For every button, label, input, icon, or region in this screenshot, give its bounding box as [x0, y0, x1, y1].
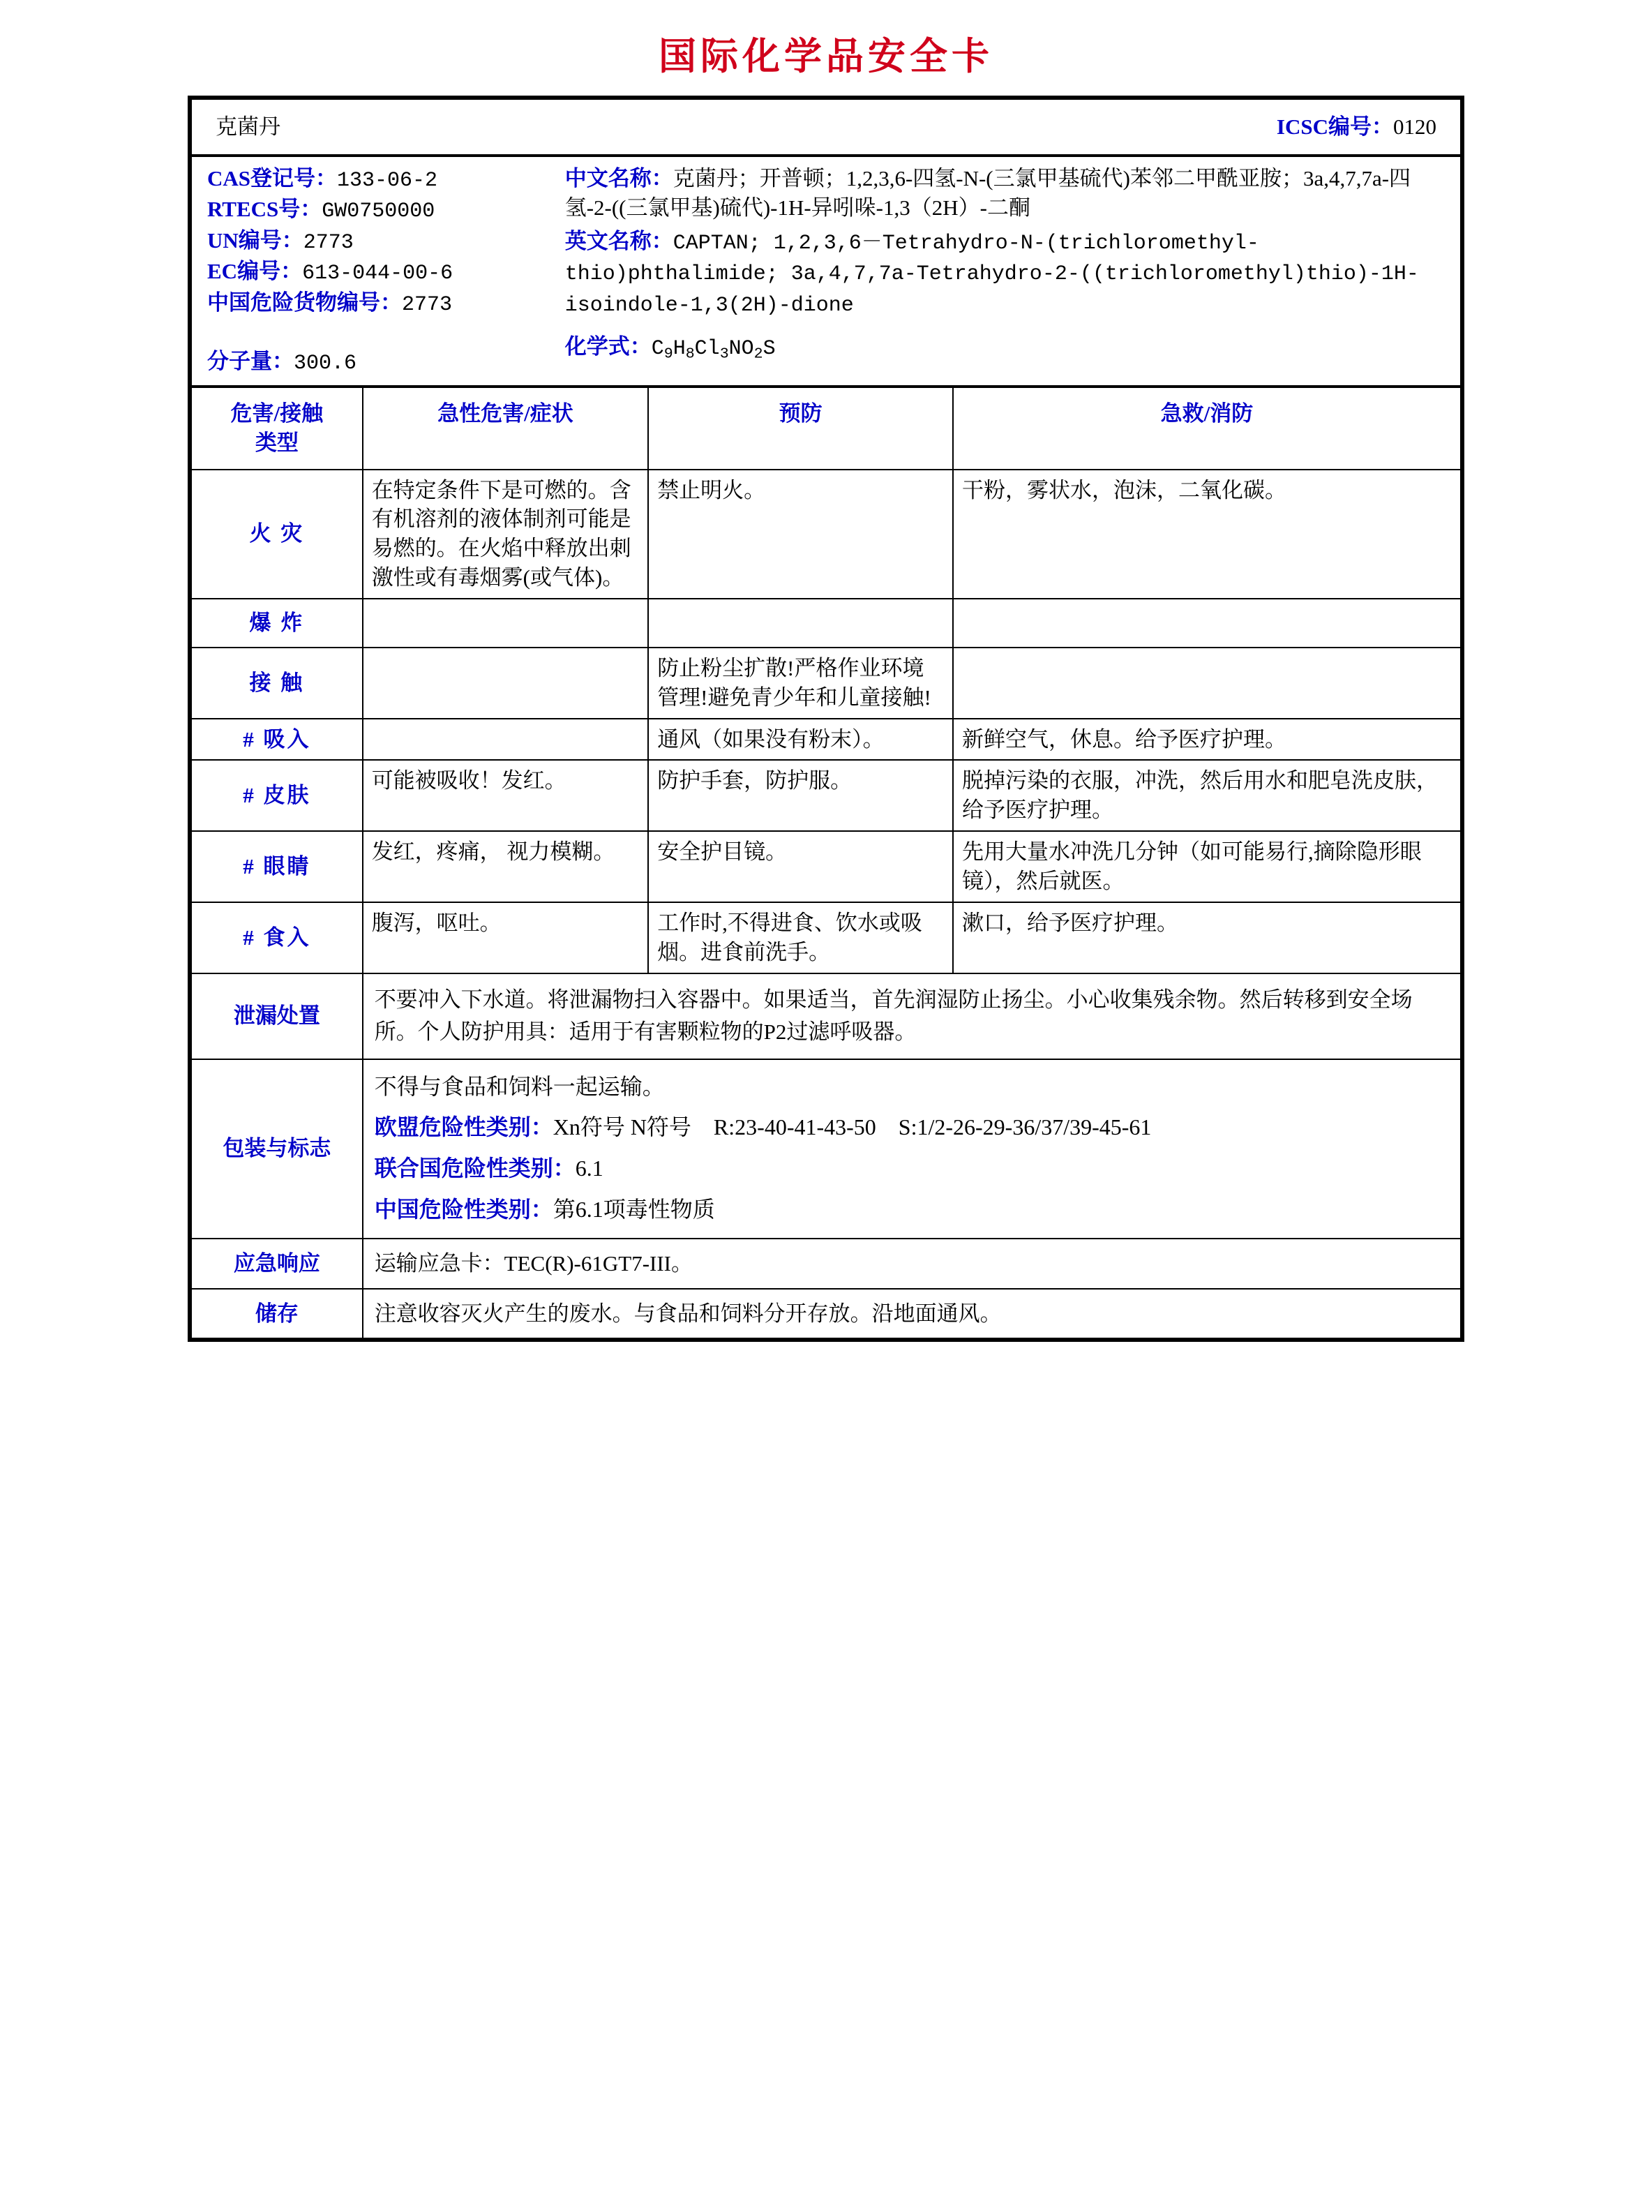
table-row	[191, 760, 1461, 831]
chinese-name-value: 克菌丹；开普顿；1,2,3,6-四氢-N-(三氯甲基硫代)苯邻二甲酰亚胺；3a,4,7,7a-四氢-2-((三氯甲基)硫代)-1H-异吲哚-1,3（2H）-二酮	[564, 165, 1411, 220]
rtecs-label: RTECS号：	[207, 197, 322, 222]
hazard-table	[190, 387, 1462, 1340]
rtecs-value: GW0750000	[322, 200, 435, 224]
un-value: 2773	[303, 230, 354, 255]
formula-row	[565, 332, 1450, 365]
english-name-label: 英文名称：	[564, 228, 673, 253]
safety-card	[188, 96, 1464, 1342]
cell-explosion-prevention	[648, 599, 953, 648]
cell-exposure-firstaid	[953, 648, 1461, 719]
page-title: 国际化学品安全卡	[659, 34, 993, 78]
cell-skin-firstaid: 脱掉污染的衣服，冲洗，然后用水和肥皂洗皮肤，给予医疗护理。	[953, 760, 1461, 831]
row-label-spill: 泄漏处置	[191, 973, 363, 1059]
table-row	[191, 648, 1461, 719]
row-label-emergency: 应急响应	[191, 1239, 363, 1289]
ec-value: 613-044-00-6	[302, 262, 453, 286]
cn-dangerous-goods-label: 中国危险货物编号：	[207, 290, 402, 315]
packaging-eu-row	[375, 1112, 1449, 1143]
formula-value: $C_9H_8Cl_3NO_2S$	[651, 337, 776, 363]
row-label-skin: # 皮肤	[191, 760, 363, 831]
cn-dangerous-goods-value: 2773	[402, 292, 453, 317]
eu-class-label: 欧盟危险性类别：	[374, 1114, 553, 1140]
molecular-weight-row	[207, 347, 551, 378]
identity-table	[190, 156, 1462, 387]
table-row	[191, 719, 1461, 761]
molecular-weight-label: 分子量：	[207, 349, 294, 374]
cn-dangerous-goods-row	[207, 288, 551, 320]
ec-row	[207, 257, 551, 288]
row-label-fire: 火 灾	[191, 470, 363, 599]
packaging-cn-row	[375, 1194, 1449, 1225]
chinese-name-label: 中文名称：	[564, 165, 673, 190]
cell-skin-prevention: 防护手套，防护服。	[648, 760, 953, 831]
packaging-line1: 不得与食品和饲料一起运输。	[374, 1073, 665, 1099]
cell-ingestion-firstaid: 漱口，给予医疗护理。	[953, 902, 1461, 973]
cell-fire-symptoms: 在特定条件下是可燃的。含有机溶剂的液体制剂可能是易燃的。在火焰中释放出刺激性或有毒烟雾(或气体)。	[363, 470, 649, 599]
cell-skin-symptoms: 可能被吸收！发红。	[363, 760, 649, 831]
rtecs-row	[207, 195, 551, 226]
row-label-explosion: 爆 炸	[191, 599, 363, 648]
cell-ingestion-symptoms: 腹泻，呕吐。	[363, 902, 649, 973]
icsc-value: 0120	[1393, 114, 1436, 139]
ec-label: EC编号：	[207, 259, 303, 284]
row-label-ingestion: # 食入	[191, 902, 363, 973]
table-row	[191, 470, 1461, 599]
cell-fire-firstaid: 干粉，雾状水，泡沫，二氧化碳。	[953, 470, 1461, 599]
un-row	[207, 226, 551, 257]
cell-eyes-symptoms: 发红，疼痛， 视力模糊。	[363, 831, 649, 902]
un-label: UN编号：	[207, 227, 303, 253]
column-header-prevention: 预防	[648, 387, 953, 470]
column-header-hazard-type-line1: 危害/接触	[230, 401, 324, 426]
table-row	[191, 902, 1461, 973]
column-header-firstaid: 急救/消防	[953, 387, 1461, 470]
english-name-row	[565, 227, 1450, 320]
cell-explosion-firstaid	[953, 599, 1461, 648]
cell-fire-prevention: 禁止明火。	[648, 470, 953, 599]
row-label-packaging: 包装与标志	[191, 1059, 363, 1239]
storage-row	[191, 1289, 1461, 1339]
cell-ingestion-prevention: 工作时,不得进食、饮水或吸烟。进食前洗手。	[648, 902, 953, 973]
identity-right-column	[561, 156, 1461, 386]
table-row	[191, 599, 1461, 648]
identity-left-column	[191, 156, 561, 386]
molecular-weight-value: 300.6	[294, 352, 357, 376]
packaging-un-row	[375, 1153, 1449, 1184]
cell-packaging-text	[363, 1059, 1461, 1239]
cas-row	[207, 164, 551, 195]
hazard-table-header-row	[191, 387, 1461, 470]
formula-label: 化学式：	[564, 334, 652, 359]
cell-eyes-firstaid: 先用大量水冲洗几分钟（如可能易行,摘除隐形眼镜），然后就医。	[953, 831, 1461, 902]
cell-inhalation-symptoms	[363, 719, 649, 761]
packaging-row	[191, 1059, 1461, 1239]
column-header-symptoms: 急性危害/症状	[363, 387, 649, 470]
row-label-eyes: # 眼睛	[191, 831, 363, 902]
emergency-row	[191, 1239, 1461, 1289]
cell-emergency-text: 运输应急卡：TEC(R)-61GT7-III。	[363, 1239, 1461, 1289]
un-class-value: 6.1	[575, 1156, 603, 1181]
substance-name: 克菌丹	[191, 99, 826, 155]
cas-value: 133-06-2	[337, 168, 438, 193]
spill-row	[191, 973, 1461, 1059]
cell-eyes-prevention: 安全护目镜。	[648, 831, 953, 902]
icsc-number-cell	[826, 99, 1461, 155]
row-label-storage: 储存	[191, 1289, 363, 1339]
icsc-label: ICSC编号：	[1276, 114, 1393, 139]
cell-spill-text: 不要冲入下水道。将泄漏物扫入容器中。如果适当，首先润湿防止扬尘。小心收集残余物。然后转移到安全场所。个人防护用具：适用于有害颗粒物的P2过滤呼吸器。	[363, 973, 1461, 1059]
chinese-name-row	[565, 164, 1450, 223]
column-header-hazard-type	[191, 387, 363, 470]
cell-storage-text: 注意收容灭火产生的废水。与食品和饲料分开存放。沿地面通风。	[363, 1289, 1461, 1339]
card-header-table	[190, 98, 1462, 156]
un-class-label: 联合国危险性类别：	[374, 1156, 576, 1181]
cell-explosion-symptoms	[363, 599, 649, 648]
cell-exposure-symptoms	[363, 648, 649, 719]
cn-class-value: 第6.1项毒性物质	[553, 1196, 715, 1222]
header-row	[191, 99, 1461, 155]
cell-exposure-prevention: 防止粉尘扩散!严格作业环境管理!避免青少年和儿童接触!	[648, 648, 953, 719]
cn-class-label: 中国危险性类别：	[374, 1196, 553, 1222]
row-label-exposure: 接 触	[191, 648, 363, 719]
cell-inhalation-firstaid: 新鲜空气，休息。给予医疗护理。	[953, 719, 1461, 761]
eu-class-value: Xn符号 N符号 R:23-40-41-43-50 S:1/2-26-29-36/37/39-45-61	[553, 1114, 1152, 1140]
row-label-inhalation: # 吸入	[191, 719, 363, 761]
column-header-hazard-type-line2: 类型	[255, 430, 299, 455]
english-name-value: CAPTAN; 1,2,3,6－Tetrahydro-N-(trichloromethyl- thio)phthalimide; 3a,4,7,7a-Tetrahydro-2-((trichloromethyl)thio)-1H-isoindole-1,3(2H)-dione	[564, 231, 1419, 317]
table-row	[191, 831, 1461, 902]
cell-inhalation-prevention: 通风（如果没有粉末）。	[648, 719, 953, 761]
cas-label: CAS登记号：	[207, 165, 338, 190]
